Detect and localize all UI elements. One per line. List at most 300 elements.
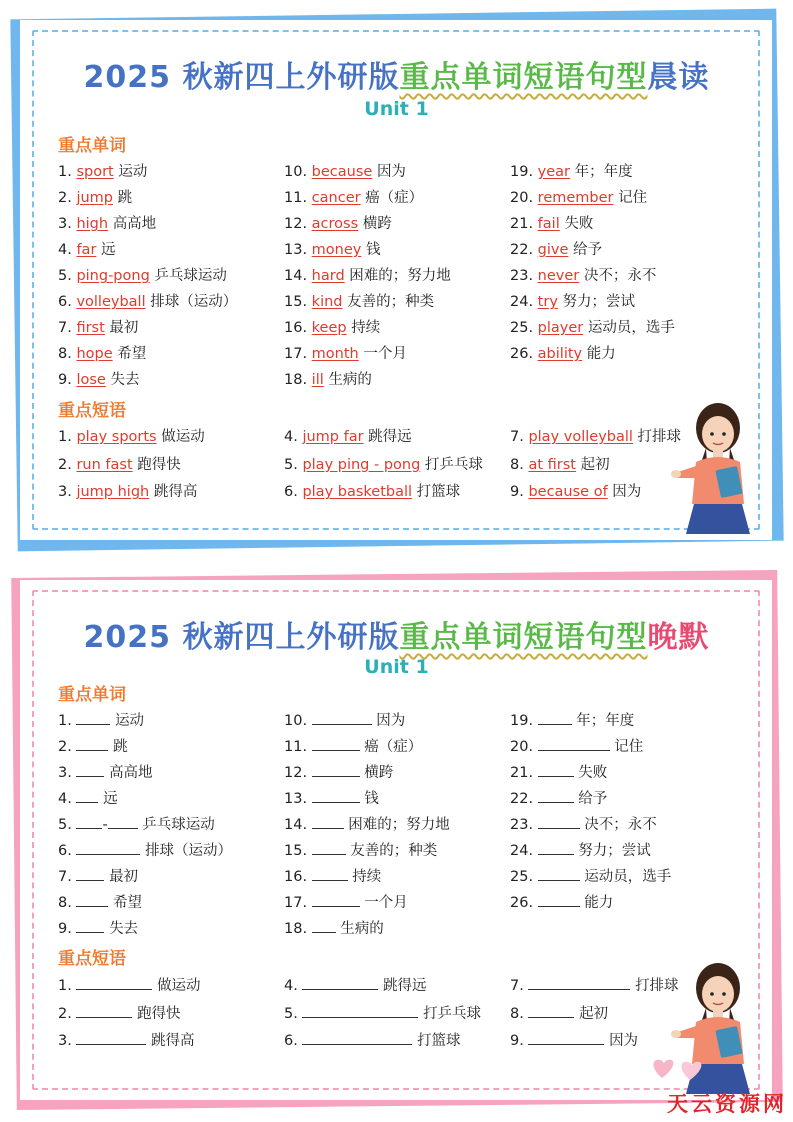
word-number: 8.	[58, 346, 72, 362]
word-english: ping-pong	[76, 268, 150, 284]
word-chinese: 横跨	[364, 765, 394, 781]
word-item	[510, 735, 643, 756]
morning-title-suffix: 晨读	[647, 60, 710, 95]
word-item	[284, 787, 379, 808]
word-english: kind	[311, 294, 343, 310]
teacher-illustration	[668, 388, 768, 534]
phrase-english: at first	[528, 456, 576, 473]
word-number: 1.	[58, 713, 72, 729]
word-item	[284, 865, 381, 886]
word-item	[58, 709, 144, 730]
word-blank	[538, 840, 574, 855]
word-chinese: 因为	[376, 164, 406, 180]
word-chinese: 困难的；努力地	[348, 817, 450, 833]
word-chinese: 能力	[584, 895, 614, 911]
morning-phrases-heading: 重点短语	[58, 401, 126, 421]
phrase-english: because of	[528, 484, 608, 500]
word-chinese: 横跨	[362, 216, 392, 232]
word-chinese: 一个月	[363, 346, 407, 362]
phrase-blank	[76, 1030, 146, 1045]
word-chinese: 最初	[109, 320, 139, 336]
word-english: money	[311, 242, 362, 258]
evening-title-suffix: 晚默	[647, 620, 710, 655]
word-chinese: 决不；永不	[583, 268, 657, 284]
phrase-number: 3.	[58, 484, 72, 500]
phrase-blank	[528, 975, 630, 990]
word-english: remember	[537, 190, 614, 206]
word-item	[510, 316, 675, 337]
word-chinese: 运动员，选手	[584, 869, 672, 885]
word-chinese: 决不；永不	[584, 817, 657, 833]
word-chinese: 因为	[376, 713, 406, 729]
word-item	[284, 813, 450, 834]
word-item	[510, 264, 656, 285]
word-blank	[76, 762, 104, 777]
word-number: 10.	[284, 164, 308, 180]
morning-words-heading: 重点单词	[58, 136, 126, 156]
word-blank	[76, 736, 108, 751]
word-number: 26.	[510, 346, 534, 362]
word-item	[58, 238, 116, 259]
word-number: 22.	[510, 791, 534, 807]
word-item	[510, 891, 613, 912]
word-item	[58, 813, 215, 834]
word-chinese: 友善的；种类	[347, 294, 435, 310]
word-item	[510, 160, 633, 181]
word-english: cancer	[311, 190, 361, 206]
phrase-english: play sports	[76, 429, 157, 445]
word-item	[284, 917, 384, 938]
morning-unit: Unit 1	[364, 98, 429, 120]
word-number: 13.	[284, 791, 308, 807]
phrase-chinese: 因为	[609, 1033, 639, 1049]
phrase-chinese: 跑得快	[137, 1005, 181, 1022]
phrase-chinese: 做运动	[161, 429, 205, 445]
phrase-item	[58, 1029, 195, 1050]
word-chinese: 失去	[109, 921, 139, 937]
word-english: month	[311, 346, 359, 362]
word-item	[284, 238, 380, 259]
word-chinese: 生病的	[340, 921, 384, 937]
word-number: 15.	[284, 294, 308, 310]
word-blank	[76, 840, 140, 855]
word-blank	[312, 892, 360, 907]
word-chinese: 希望	[117, 346, 147, 362]
hearts-decoration	[650, 1056, 710, 1084]
word-chinese: 给予	[573, 242, 603, 258]
word-item	[284, 264, 451, 285]
word-item	[510, 787, 607, 808]
evening-card	[0, 560, 793, 1122]
word-chinese: 乒乓球运动	[154, 268, 227, 284]
word-english: first	[76, 320, 105, 336]
word-number: 4.	[58, 791, 72, 807]
phrase-number: 2.	[58, 456, 72, 473]
phrase-item	[510, 1002, 608, 1023]
word-item	[284, 891, 408, 912]
word-blank	[312, 814, 344, 829]
word-item	[58, 761, 153, 782]
word-item	[510, 238, 602, 259]
evening-words-heading: 重点单词	[58, 685, 126, 705]
word-number: 3.	[58, 216, 72, 232]
phrase-chinese: 起初	[580, 456, 610, 473]
word-item	[58, 290, 237, 311]
word-number: 25.	[510, 320, 534, 336]
word-chinese: 失败	[578, 765, 608, 781]
evening-unit: Unit 1	[364, 656, 429, 678]
phrase-chinese: 跑得快	[137, 456, 181, 473]
word-blank	[538, 814, 580, 829]
word-number: 17.	[284, 895, 308, 911]
word-english: lose	[76, 372, 106, 388]
word-item	[58, 212, 156, 233]
word-chinese: 跳	[113, 739, 128, 755]
phrase-item	[284, 974, 427, 995]
word-item	[58, 186, 132, 207]
watermark: 天云资源网	[667, 1092, 787, 1116]
word-number: 14.	[284, 268, 308, 284]
phrase-item	[284, 1029, 461, 1050]
word-english: year	[537, 164, 571, 180]
word-chinese: 年；年度	[574, 164, 633, 180]
word-english: because	[311, 164, 373, 180]
word-chinese: 排球（运动）	[150, 294, 238, 310]
phrase-chinese: 因为	[612, 484, 642, 500]
phrase-blank	[528, 1003, 574, 1018]
word-item	[58, 316, 138, 337]
word-item	[58, 342, 146, 363]
word-number: 5.	[58, 268, 72, 284]
word-english: sport	[76, 164, 114, 180]
phrase-chinese: 做运动	[157, 978, 201, 994]
word-chinese: 失去	[110, 372, 140, 388]
word-number: 3.	[58, 765, 72, 781]
phrase-number: 7.	[510, 978, 524, 994]
phrase-item	[510, 425, 681, 446]
word-item	[510, 813, 657, 834]
phrase-item	[284, 1002, 481, 1023]
word-number: 24.	[510, 843, 534, 859]
word-number: 2.	[58, 190, 72, 206]
phrase-item	[510, 974, 679, 995]
word-chinese: 高高地	[112, 216, 157, 232]
word-chinese: 年；年度	[576, 713, 635, 729]
word-item	[284, 342, 407, 363]
phrase-number: 8.	[510, 1005, 524, 1022]
phrase-number: 1.	[58, 978, 72, 994]
word-blank	[312, 736, 360, 751]
phrase-number: 6.	[284, 1033, 298, 1049]
word-item	[284, 709, 405, 730]
word-item	[58, 735, 128, 756]
phrase-item	[510, 480, 641, 501]
phrase-chinese: 打排球	[637, 429, 682, 445]
word-chinese: 高高地	[109, 765, 153, 781]
phrase-number: 5.	[284, 456, 298, 473]
word-number: 1.	[58, 164, 72, 180]
word-chinese: 困难的；努力地	[349, 268, 451, 284]
word-english: ill	[311, 372, 324, 388]
phrase-number: 8.	[510, 456, 524, 473]
phrase-blank	[302, 975, 378, 990]
phrase-english: play ping - pong	[302, 456, 421, 473]
word-number: 16.	[284, 869, 308, 885]
phrase-item	[284, 480, 460, 501]
word-chinese: 运动	[115, 713, 145, 729]
word-number: 10.	[284, 713, 308, 729]
phrase-chinese: 打篮球	[416, 484, 461, 500]
word-number: 15.	[284, 843, 308, 859]
word-item	[284, 839, 437, 860]
word-blank	[538, 892, 580, 907]
word-item	[58, 839, 232, 860]
word-english: ability	[537, 346, 583, 362]
evening-phrases-heading: 重点短语	[58, 949, 126, 969]
word-item	[284, 160, 406, 181]
word-chinese: 给予	[578, 791, 608, 807]
phrase-english: jump far	[302, 429, 364, 445]
phrase-item	[510, 1029, 638, 1050]
phrase-chinese: 打篮球	[417, 1033, 461, 1049]
phrase-number: 2.	[58, 1005, 72, 1022]
word-blank	[76, 866, 104, 881]
word-number: 7.	[58, 869, 72, 885]
morning-title-highlight: 重点单词短语句型	[399, 60, 648, 95]
morning-title-prefix: 2025 秋新四上外研版	[83, 60, 400, 95]
word-number: 6.	[58, 294, 72, 310]
word-item	[510, 865, 671, 886]
phrase-blank	[76, 1003, 132, 1018]
phrase-chinese: 打乒乓球	[423, 1005, 482, 1022]
word-blank	[312, 762, 360, 777]
word-blank	[538, 788, 574, 803]
word-number: 19.	[510, 164, 534, 180]
word-english: try	[537, 294, 558, 310]
word-number: 14.	[284, 817, 308, 833]
word-number: 23.	[510, 817, 534, 833]
word-chinese: 持续	[351, 320, 381, 336]
word-chinese: 运动员，选手	[587, 320, 675, 336]
phrase-english: jump high	[76, 484, 150, 500]
word-english: jump	[76, 190, 114, 206]
word-chinese: 生病的	[328, 372, 372, 388]
word-chinese: 运动	[118, 164, 148, 180]
phrase-item	[58, 453, 181, 474]
word-english: give	[537, 242, 569, 258]
evening-title	[0, 612, 793, 656]
word-item	[510, 839, 651, 860]
word-chinese: 癌（症）	[364, 739, 423, 755]
word-item	[284, 316, 380, 337]
word-chinese: 钱	[364, 791, 379, 807]
word-blank	[312, 866, 348, 881]
word-blank	[76, 814, 102, 829]
phrase-english: play basketball	[302, 484, 413, 500]
word-blank	[312, 788, 360, 803]
morning-card	[0, 0, 793, 560]
word-blank	[538, 762, 574, 777]
word-chinese: 钱	[365, 242, 381, 258]
word-number: 25.	[510, 869, 534, 885]
word-item	[58, 891, 142, 912]
evening-title-highlight: 重点单词短语句型	[399, 620, 648, 655]
word-chinese: 努力；尝试	[578, 843, 651, 859]
phrase-item	[284, 425, 412, 446]
word-item	[58, 787, 118, 808]
word-item	[510, 761, 607, 782]
word-chinese: 失败	[564, 216, 594, 232]
word-english: keep	[311, 320, 347, 336]
word-blank	[76, 788, 98, 803]
phrase-number: 7.	[510, 429, 524, 445]
word-chinese: 希望	[113, 895, 143, 911]
word-blank	[312, 918, 336, 933]
phrase-chinese: 跳得高	[151, 1033, 195, 1049]
phrase-number: 5.	[284, 1005, 298, 1022]
word-number: 9.	[58, 921, 72, 937]
phrase-number: 4.	[284, 429, 298, 445]
word-number: 17.	[284, 346, 308, 362]
phrase-item	[58, 425, 205, 446]
word-number: 9.	[58, 372, 72, 388]
word-number: 23.	[510, 268, 534, 284]
word-number: 18.	[284, 921, 308, 937]
word-item	[510, 342, 616, 363]
word-blank	[538, 710, 572, 725]
word-blank	[538, 736, 610, 751]
word-blank	[538, 866, 580, 881]
phrase-chinese: 跳得远	[368, 429, 412, 445]
word-english: high	[76, 216, 109, 232]
phrase-number: 4.	[284, 978, 298, 994]
word-number: 2.	[58, 739, 72, 755]
phrase-chinese: 起初	[579, 1005, 609, 1022]
word-english: volleyball	[76, 294, 146, 310]
word-blank	[312, 840, 346, 855]
word-item	[58, 865, 138, 886]
word-blank	[76, 710, 110, 725]
phrase-item	[58, 974, 201, 995]
word-chinese: 癌（症）	[365, 190, 424, 206]
word-english: hard	[311, 268, 345, 284]
word-number: 20.	[510, 739, 534, 755]
word-number: 24.	[510, 294, 534, 310]
word-chinese: 一个月	[364, 895, 408, 911]
word-blank	[108, 814, 138, 829]
word-item	[510, 709, 634, 730]
phrase-blank	[528, 1030, 604, 1045]
word-item	[284, 186, 423, 207]
word-number: 21.	[510, 216, 534, 232]
word-number: 5.	[58, 817, 72, 833]
word-chinese: 记住	[614, 739, 644, 755]
word-chinese: 远	[103, 791, 118, 807]
phrase-blank	[76, 975, 152, 990]
word-item	[284, 735, 422, 756]
word-number: 16.	[284, 320, 308, 336]
word-item	[58, 917, 138, 938]
word-number: 19.	[510, 713, 534, 729]
word-chinese: 持续	[352, 869, 382, 885]
phrase-number: 9.	[510, 1033, 524, 1049]
phrase-chinese: 跳得高	[153, 484, 198, 500]
word-number: 6.	[58, 843, 72, 859]
word-item	[284, 290, 434, 311]
word-item	[58, 264, 227, 285]
phrase-item	[58, 480, 197, 501]
phrase-chinese: 跳得远	[383, 978, 427, 994]
word-number: 13.	[284, 242, 308, 258]
word-item	[284, 212, 392, 233]
word-chinese: 远	[101, 242, 116, 258]
word-number: 22.	[510, 242, 534, 258]
word-english: across	[311, 216, 359, 232]
word-english: hope	[76, 346, 113, 362]
phrase-number: 6.	[284, 484, 298, 500]
word-chinese: 记住	[618, 190, 648, 206]
word-number: 4.	[58, 242, 72, 258]
phrase-chinese: 打排球	[635, 978, 679, 994]
word-chinese: 跳	[117, 190, 133, 206]
word-blank	[312, 710, 372, 725]
phrase-chinese: 打乒乓球	[424, 456, 483, 473]
phrase-english: play volleyball	[528, 429, 633, 445]
word-number: 20.	[510, 190, 534, 206]
word-item	[510, 186, 647, 207]
phrase-item	[510, 453, 610, 474]
word-number: 12.	[284, 765, 308, 781]
word-english: far	[76, 242, 97, 258]
word-number: 18.	[284, 372, 308, 388]
phrase-blank	[302, 1030, 412, 1045]
word-item	[284, 761, 393, 782]
word-chinese: 排球（运动）	[145, 843, 233, 859]
phrase-english: run fast	[76, 456, 133, 473]
phrase-number: 1.	[58, 429, 72, 445]
word-item	[58, 368, 139, 389]
morning-title	[0, 52, 793, 96]
word-blank	[76, 892, 108, 907]
word-english: never	[537, 268, 580, 284]
word-item	[58, 160, 147, 181]
word-chinese: 乒乓球运动	[142, 817, 215, 833]
word-number: 8.	[58, 895, 72, 911]
phrase-blank	[302, 1003, 418, 1018]
word-blank	[76, 918, 104, 933]
word-item	[510, 290, 635, 311]
evening-title-prefix: 2025 秋新四上外研版	[83, 620, 400, 655]
word-chinese: 最初	[109, 869, 139, 885]
word-chinese: 努力；尝试	[562, 294, 636, 310]
word-hyphen: -	[102, 817, 108, 833]
word-number: 12.	[284, 216, 308, 232]
word-number: 7.	[58, 320, 72, 336]
word-number: 11.	[284, 739, 308, 755]
phrase-number: 3.	[58, 1033, 72, 1049]
phrase-number: 9.	[510, 484, 524, 500]
word-number: 11.	[284, 190, 308, 206]
phrase-item	[284, 453, 483, 474]
word-chinese: 能力	[586, 346, 616, 362]
word-item	[284, 368, 372, 389]
word-number: 21.	[510, 765, 534, 781]
word-number: 26.	[510, 895, 534, 911]
word-english: player	[537, 320, 584, 336]
word-english: fail	[537, 216, 560, 232]
word-item	[510, 212, 593, 233]
word-chinese: 友善的；种类	[350, 843, 438, 859]
